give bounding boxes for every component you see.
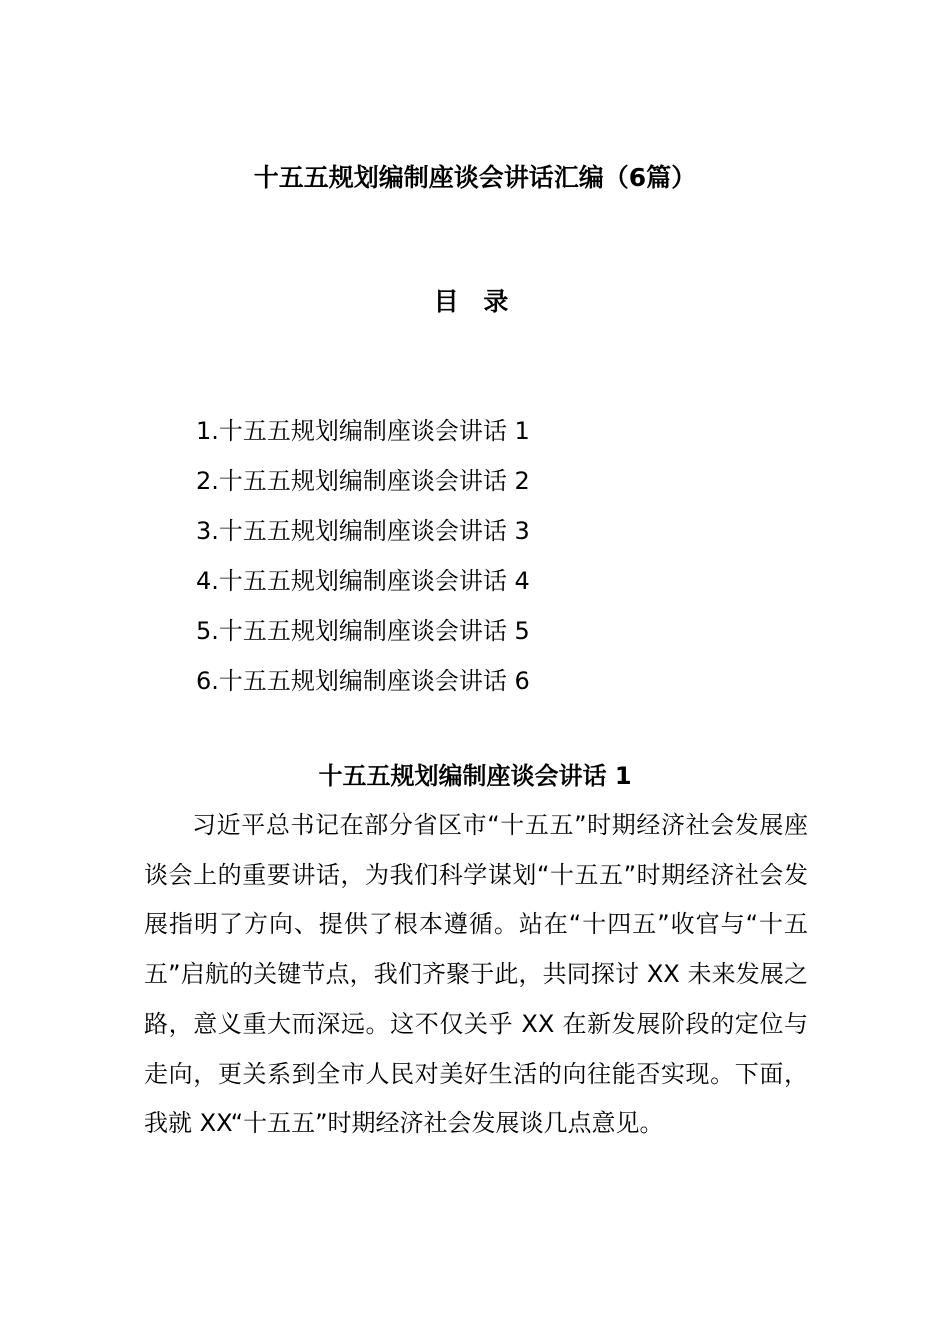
body-paragraph: 习近平总书记在部分省区市“十五五”时期经济社会发展座谈会上的重要讲话，为我们科学谋划“十五五”时期经济社会发展指明了方向、提供了根本遵循。站在“十四五”收官与“十五五”启航的关键节点，我们齐聚于此，共同探讨 XX 未来发展之路，意义重大而深远。这不仅关乎 XX 在新发展阶段的定位与走向，更关系到全市人民对美好生活的向往能否实现。下面，我就 XX“十五五”时期经济社会发展谈几点意见。 <box>144 811 808 1138</box>
toc-item-1: 1.十五五规划编制座谈会讲话 1 <box>196 417 530 445</box>
table-of-contents <box>196 406 530 706</box>
toc-item-2: 2.十五五规划编制座谈会讲话 2 <box>196 467 530 495</box>
toc-item-3: 3.十五五规划编制座谈会讲话 3 <box>196 517 530 545</box>
document-title: 十五五规划编制座谈会讲话汇编（6篇） <box>253 163 697 192</box>
toc-item-6: 6.十五五规划编制座谈会讲话 6 <box>196 667 530 695</box>
section-title: 十五五规划编制座谈会讲话 1 <box>318 762 632 790</box>
toc-heading: 目 录 <box>433 287 517 316</box>
toc-item-4: 4.十五五规划编制座谈会讲话 4 <box>196 567 530 595</box>
toc-item-5: 5.十五五规划编制座谈会讲话 5 <box>196 617 530 645</box>
